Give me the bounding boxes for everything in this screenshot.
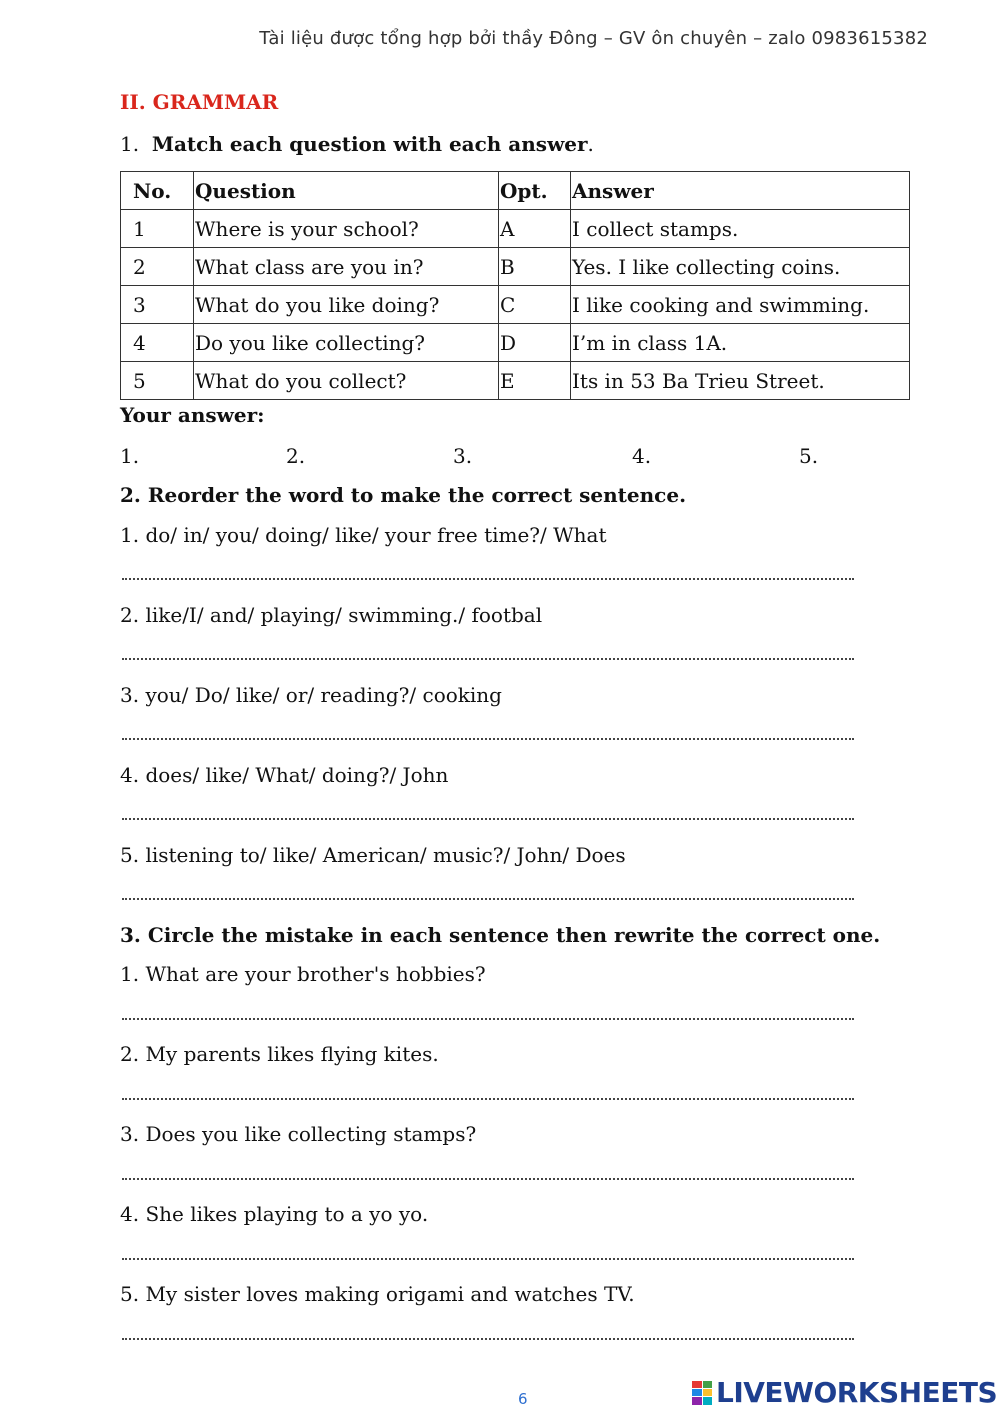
answer-slot-2[interactable]: 2. xyxy=(286,444,306,468)
cell-answer: I collect stamps. xyxy=(571,210,910,248)
cell-no: 5 xyxy=(121,362,194,400)
cell-answer: Its in 53 Ba Trieu Street. xyxy=(571,362,910,400)
answer-line[interactable] xyxy=(122,898,854,900)
task1-period: . xyxy=(587,132,594,156)
answer-line[interactable] xyxy=(122,818,854,820)
cell-no: 4 xyxy=(121,324,194,362)
task1-heading xyxy=(120,132,594,156)
cell-no: 1 xyxy=(121,210,194,248)
answer-line[interactable] xyxy=(122,1258,854,1260)
cell-opt: A xyxy=(499,210,571,248)
answer-line[interactable] xyxy=(122,1338,854,1340)
answer-slot-1[interactable]: 1. xyxy=(120,444,140,468)
liveworksheets-logo[interactable] xyxy=(692,1376,997,1409)
task3-item-4: 4. She likes playing to a yo yo. xyxy=(120,1202,429,1226)
column-header-opt: Opt. xyxy=(499,172,571,210)
task3-item-1: 1. What are your brother's hobbies? xyxy=(120,962,486,986)
table-row xyxy=(121,324,910,362)
liveworksheets-brand: LIVEWORKSHEETS xyxy=(716,1376,998,1409)
task2-title: 2. Reorder the word to make the correct sentence. xyxy=(120,483,687,507)
task1-number: 1. xyxy=(120,132,140,156)
answer-line[interactable] xyxy=(122,738,854,740)
cell-answer: I’m in class 1A. xyxy=(571,324,910,362)
cell-answer: I like cooking and swimming. xyxy=(571,286,910,324)
task1-instruction: Match each question with each answer xyxy=(151,132,588,156)
task2-item-5: 5. listening to/ like/ American/ music?/ John/ Does xyxy=(120,843,626,867)
cell-question: What class are you in? xyxy=(194,248,499,286)
answer-line[interactable] xyxy=(122,578,854,580)
answer-slot-4[interactable]: 4. xyxy=(632,444,652,468)
answer-line[interactable] xyxy=(122,1098,854,1100)
answer-line[interactable] xyxy=(122,658,854,660)
section-title: II. GRAMMAR xyxy=(120,90,279,114)
cell-answer: Yes. I like collecting coins. xyxy=(571,248,910,286)
your-answer-label: Your answer: xyxy=(120,403,265,427)
task3-title: 3. Circle the mistake in each sentence then rewrite the correct one. xyxy=(120,923,881,947)
answer-slot-3[interactable]: 3. xyxy=(453,444,473,468)
answer-line[interactable] xyxy=(122,1178,854,1180)
page-number: 6 xyxy=(518,1390,528,1408)
table-row xyxy=(121,286,910,324)
liveworksheets-logo-icon xyxy=(692,1381,712,1405)
cell-opt: E xyxy=(499,362,571,400)
task2-item-3: 3. you/ Do/ like/ or/ reading?/ cooking xyxy=(120,683,502,707)
table-header-row xyxy=(121,172,910,210)
cell-question: What do you collect? xyxy=(194,362,499,400)
cell-no: 2 xyxy=(121,248,194,286)
cell-question: Do you like collecting? xyxy=(194,324,499,362)
task2-item-4: 4. does/ like/ What/ doing?/ John xyxy=(120,763,449,787)
answer-line[interactable] xyxy=(122,1018,854,1020)
cell-no: 3 xyxy=(121,286,194,324)
task3-item-2: 2. My parents likes flying kites. xyxy=(120,1042,439,1066)
document-header: Tài liệu được tổng hợp bởi thầy Đông – GV ôn chuyên – zalo 0983615382 xyxy=(259,28,928,49)
cell-opt: D xyxy=(499,324,571,362)
cell-question: Where is your school? xyxy=(194,210,499,248)
matching-table xyxy=(120,171,910,400)
task2-item-1: 1. do/ in/ you/ doing/ like/ your free time?/ What xyxy=(120,523,607,547)
answer-slot-5[interactable]: 5. xyxy=(799,444,819,468)
cell-opt: C xyxy=(499,286,571,324)
column-header-question: Question xyxy=(194,172,499,210)
table-row xyxy=(121,248,910,286)
table-row xyxy=(121,210,910,248)
table-row xyxy=(121,362,910,400)
column-header-no: No. xyxy=(121,172,194,210)
cell-opt: B xyxy=(499,248,571,286)
task3-item-5: 5. My sister loves making origami and watches TV. xyxy=(120,1282,635,1306)
task3-item-3: 3. Does you like collecting stamps? xyxy=(120,1122,477,1146)
column-header-answer: Answer xyxy=(571,172,910,210)
cell-question: What do you like doing? xyxy=(194,286,499,324)
task2-item-2: 2. like/I/ and/ playing/ swimming./ footbal xyxy=(120,603,543,627)
